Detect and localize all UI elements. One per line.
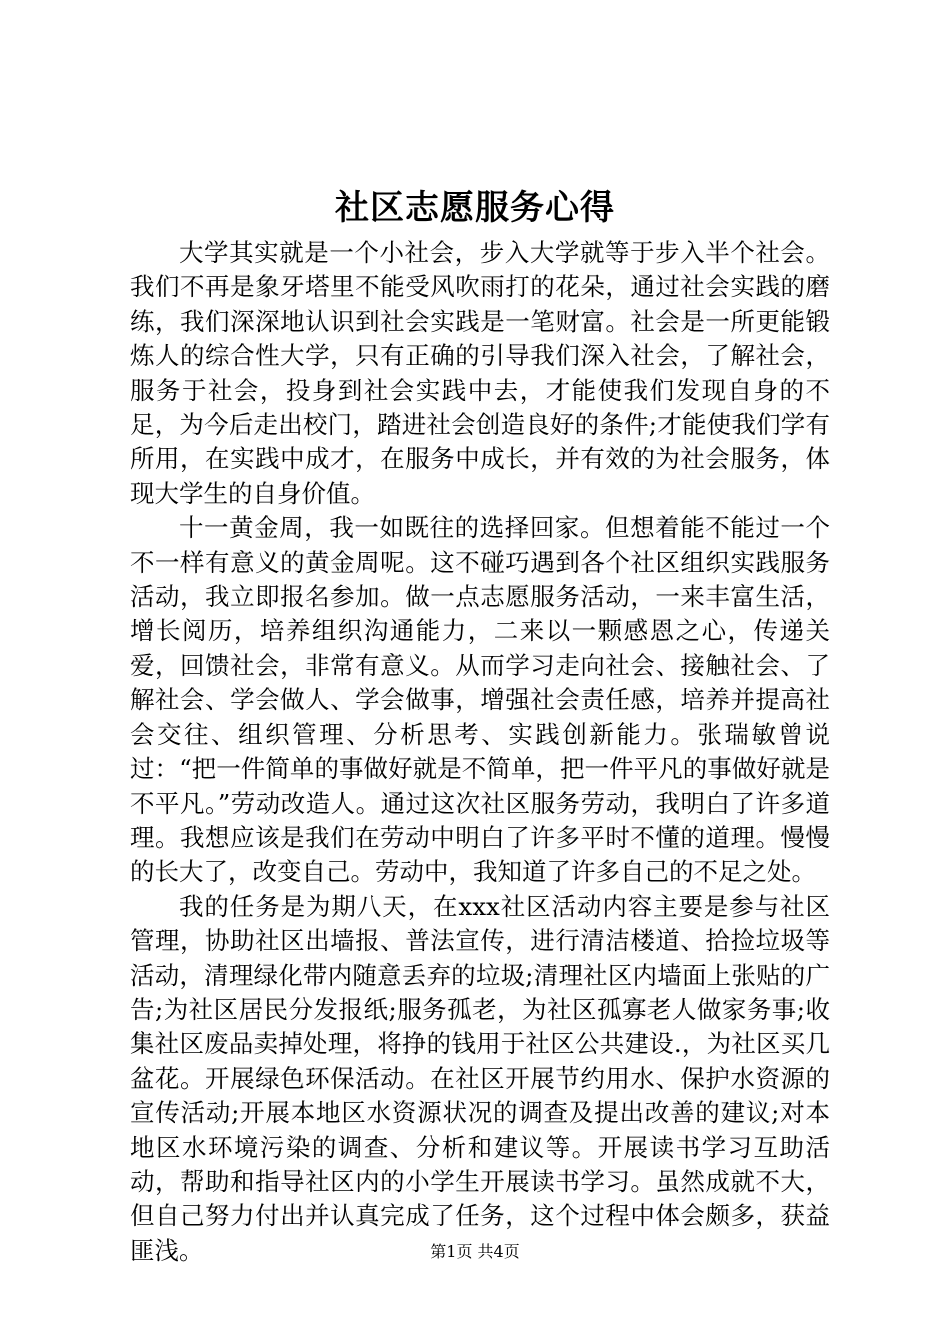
document-body (130, 236, 830, 1268)
document-title: 社区志愿服务心得 (335, 188, 615, 228)
paragraph-1: 大学其实就是一个小社会，步入大学就等于步入半个社会。我们不再是象牙塔里不能受风吹雨打的花朵，通过社会实践的磨练，我们深深地认识到社会实践是一笔财富。社会是一所更能锻炼人的综合性大学，只有正确的引导我们深入社会，了解社会，服务于社会，投身到社会实践中去，才能使我们发现自身的不足，为今后走出校门，踏进社会创造良好的条件;才能使我们学有所用，在实践中成才，在服务中成长，并有效的为社会服务，体现大学生的自身价值。 (130, 238, 830, 508)
paragraph-2: 十一黄金周，我一如既往的选择回家。但想着能不能过一个不一样有意义的黄金周呢。这不碰巧遇到各个社区组织实践服务活动，我立即报名参加。做一点志愿服务活动，一来丰富生活，增长阅历，培养组织沟通能力，二来以一颗感恩之心，传递关爱，回馈社会，非常有意义。从而学习走向社会、接触社会、了解社会、学会做人、学会做事，增强社会责任感，培养并提高社会交往、组织管理、分析思考、实践创新能力。张瑞敏曾说过：“把一件简单的事做好就是不简单，把一件平凡的事做好就是不平凡。”劳动改造人。通过这次社区服务劳动，我明白了许多道理。我想应该是我们在劳动中明白了许多平时不懂的道理。慢慢的长大了，改变自己。劳动中，我知道了许多自己的不足之处。 (130, 513, 830, 887)
paragraph-3: 我的任务是为期八天，在xxx社区活动内容主要是参与社区管理，协助社区出墙报、普法宣传，进行清洁楼道、拾捡垃圾等活动，清理绿化带内随意丢弃的垃圾;清理社区内墙面上张贴的广告;为社区居民分发报纸;服务孤老，为社区孤寡老人做家务事;收集社区废品卖掉处理，将挣的钱用于社区公共建设.，为社区买几盆花。开展绿色环保活动。在社区开展节约用水、保护水资源的宣传活动;开展本地区水资源状况的调查及提出改善的建议;对本地区水环境污染的调查、分析和建议等。开展读书学习互助活动，帮助和指导社区内的小学生开展读书学习。虽然成就不大，但自己努力付出并认真完成了任务，这个过程中体会颇多，获益匪浅。 (130, 891, 830, 1265)
page-number-footer: 第1页 共4页 (430, 1242, 520, 1261)
